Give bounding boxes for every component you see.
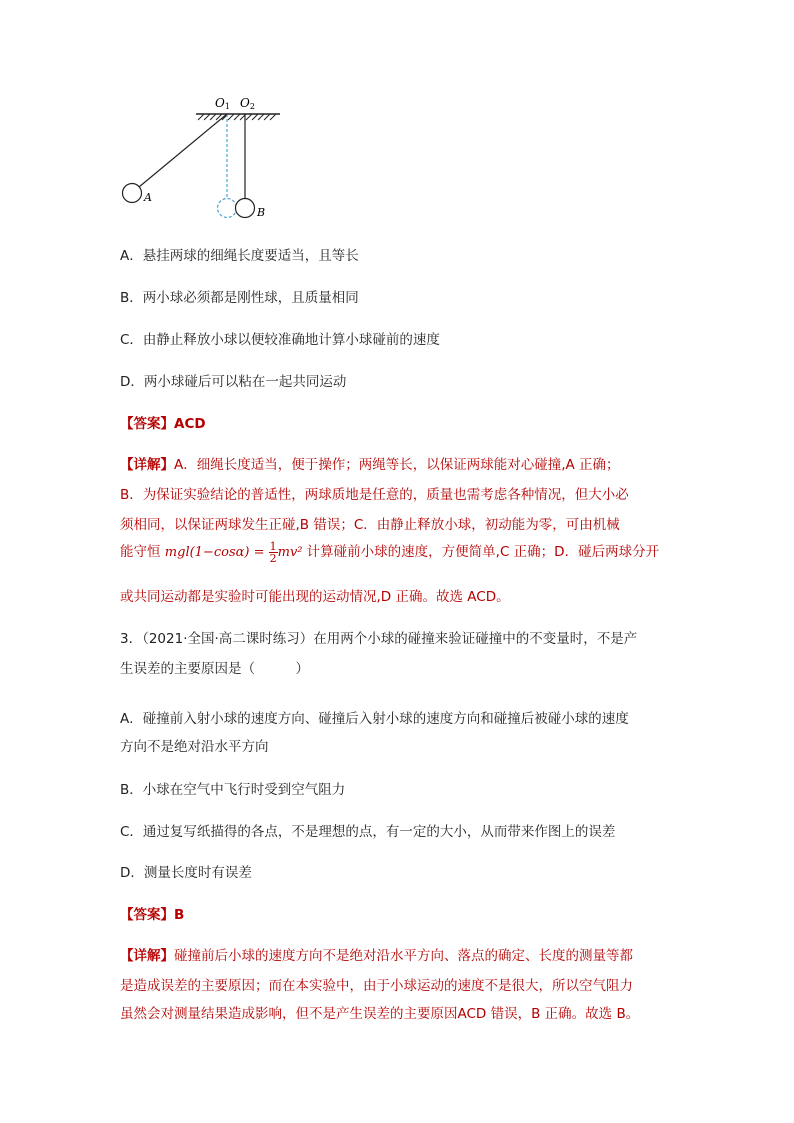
- q2-explain-line-3: 须相同，以保证两球发生正碰,B 错误；C．由静止释放小球，初动能为零，可由机械: [120, 517, 620, 533]
- q3-explain-line-2: 是造成误差的主要原因；而在本实验中，由于小球运动的速度不是很大，所以空气阻力: [120, 978, 633, 994]
- q3-option-d: D．测量长度时有误差: [120, 865, 252, 881]
- fraction: [269, 541, 278, 564]
- explain-text: 计算碰前小球的速度，方便简单,C 正确；D．碰后两球分开: [306, 544, 660, 560]
- ball-a: [123, 184, 142, 203]
- explain-tag: 【详解】: [120, 457, 174, 473]
- explain-text: A．细绳长度适当，便于操作；两绳等长，以保证两球能对心碰撞,A 正确；: [174, 457, 620, 473]
- q3-option-c: C．通过复写纸描得的各点，不是理想的点，有一定的大小，从而带来作图上的误差: [120, 824, 616, 840]
- answer-tag: 【答案】: [120, 416, 174, 432]
- answer-tag: 【答案】: [120, 907, 174, 923]
- ball-b: [236, 199, 255, 218]
- explain-text: 碰撞前后小球的速度方向不是绝对沿水平方向、落点的确定、长度的测量等都: [174, 948, 633, 964]
- fraction-denominator: 2: [269, 552, 277, 565]
- q2-explain-line-2: B．为保证实验结论的普适性，两球质地是任意的，质量也需考虑各种情况，但大小必: [120, 487, 629, 503]
- q3-explain-line-1: [120, 944, 633, 964]
- answer-value: ACD: [174, 416, 206, 432]
- string-a: [139, 114, 227, 187]
- q3-answer: [120, 903, 184, 923]
- q3-explain-line-3: 虽然会对测量结果造成影响，但不是产生误差的主要原因ACD 错误，B 正确。故选 B。: [120, 1006, 640, 1022]
- formula-left: mgl(1−cosα) =: [164, 545, 265, 560]
- label-o2: O2: [240, 96, 255, 111]
- q2-answer: [120, 412, 206, 432]
- q3-option-b: B．小球在空气中飞行时受到空气阻力: [120, 782, 346, 798]
- label-b: B: [257, 206, 266, 219]
- fraction-numerator: 1: [269, 540, 277, 553]
- q3-stem-line-2: 生误差的主要原因是（ ）: [120, 661, 309, 677]
- q3-option-a-line-2: 方向不是绝对沿水平方向: [120, 739, 269, 755]
- q2-explain-line-4: [120, 540, 659, 564]
- q2-option-d: D．两小球碰后可以粘在一起共同运动: [120, 374, 347, 390]
- pendulum-figure: [0, 0, 794, 230]
- dashed-ball-position: [218, 199, 237, 218]
- q2-explain-line-1: [120, 453, 620, 473]
- label-o1: O1: [215, 96, 230, 111]
- q2-option-a: A．悬挂两球的细绳长度要适当，且等长: [120, 248, 359, 264]
- formula-right: mv²: [277, 545, 303, 560]
- q2-explain-line-5: 或共同运动都是实验时可能出现的运动情况,D 正确。故选 ACD。: [120, 589, 510, 605]
- q2-option-c: C．由静止释放小球以便较准确地计算小球碰前的速度: [120, 332, 440, 348]
- energy-formula: [164, 540, 307, 565]
- label-a: A: [144, 191, 152, 204]
- q2-option-b: B．两小球必须都是刚性球，且质量相同: [120, 290, 359, 306]
- q3-stem-line-1: 3．（2021·全国·高二课时练习）在用两个小球的碰撞来验证碰撞中的不变量时，不是产: [120, 631, 638, 647]
- explain-text: 能守恒: [120, 544, 161, 560]
- answer-value: B: [174, 907, 185, 923]
- q3-option-a-line-1: A．碰撞前入射小球的速度方向、碰撞后入射小球的速度方向和碰撞后被碰小球的速度: [120, 711, 629, 727]
- ceiling-hatch: [198, 114, 276, 120]
- explain-tag: 【详解】: [120, 948, 174, 964]
